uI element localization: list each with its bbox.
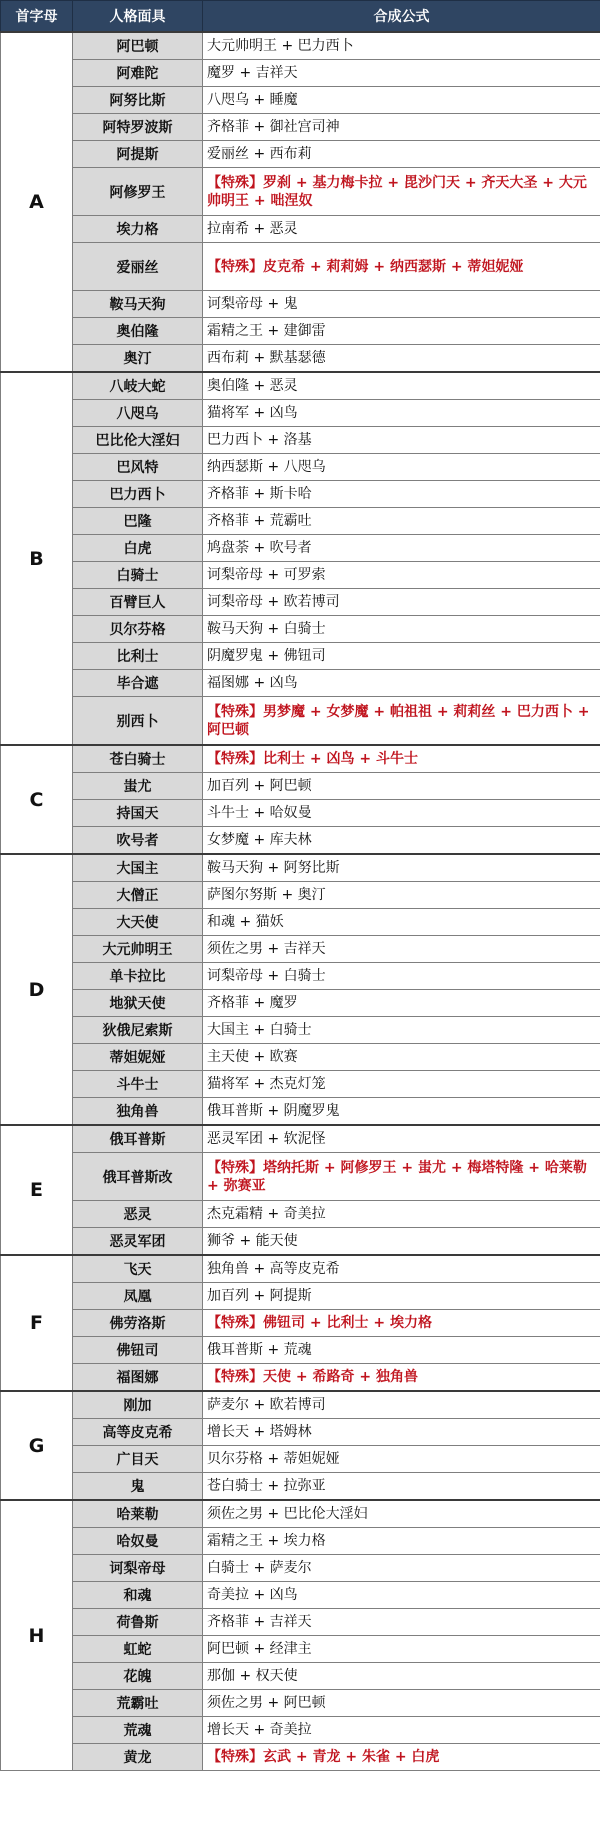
- persona-name-cell: 飞天: [73, 1255, 203, 1283]
- table-row: [1, 670, 600, 697]
- persona-name-cell: 巴比伦大淫妇: [73, 427, 203, 454]
- table-row: [1, 216, 600, 243]
- formula-cell: 诃梨帝母 + 可罗索: [203, 562, 600, 589]
- table-row: [1, 1017, 600, 1044]
- persona-name-cell: 鞍马天狗: [73, 291, 203, 318]
- persona-name-cell: 巴隆: [73, 508, 203, 535]
- letter-group: [1, 32, 600, 372]
- table-row: [1, 372, 600, 400]
- persona-name-cell: 广目天: [73, 1446, 203, 1473]
- persona-name-cell: 恶灵: [73, 1201, 203, 1228]
- formula-cell: 增长天 + 塔姆林: [203, 1419, 600, 1446]
- formula-cell: 阿巴顿 + 经津主: [203, 1636, 600, 1663]
- persona-name-cell: 阿难陀: [73, 60, 203, 87]
- special-formula-cell: 【特殊】玄武 + 青龙 + 朱雀 + 白虎: [203, 1744, 600, 1771]
- table-row: [1, 32, 600, 60]
- persona-name-cell: 大元帅明王: [73, 936, 203, 963]
- formula-cell: 加百列 + 阿巴顿: [203, 773, 600, 800]
- table-row: [1, 909, 600, 936]
- formula-cell: 恶灵军团 + 软泥怪: [203, 1125, 600, 1153]
- formula-cell: 俄耳普斯 + 阴魔罗鬼: [203, 1098, 600, 1126]
- special-formula-cell: 【特殊】罗刹 + 基力梅卡拉 + 毘沙门天 + 齐天大圣 + 大元帅明王 + 咄涅奴: [203, 168, 600, 216]
- letter-group: [1, 1500, 600, 1771]
- table-row: [1, 1310, 600, 1337]
- formula-cell: 独角兽 + 高等皮克希: [203, 1255, 600, 1283]
- table-row: [1, 1609, 600, 1636]
- special-formula-cell: 【特殊】天使 + 希路奇 + 独角兽: [203, 1364, 600, 1392]
- table-row: [1, 697, 600, 746]
- persona-name-cell: 俄耳普斯: [73, 1125, 203, 1153]
- formula-cell: 和魂 + 猫妖: [203, 909, 600, 936]
- formula-cell: 魔罗 + 吉祥天: [203, 60, 600, 87]
- table-row: [1, 168, 600, 216]
- formula-cell: 诃梨帝母 + 白骑士: [203, 963, 600, 990]
- table-row: [1, 1098, 600, 1126]
- table-row: [1, 616, 600, 643]
- persona-name-cell: 大天使: [73, 909, 203, 936]
- formula-cell: 巴力西卜 + 洛基: [203, 427, 600, 454]
- table-row: [1, 1419, 600, 1446]
- formula-cell: 霜精之王 + 建御雷: [203, 318, 600, 345]
- formula-cell: 福图娜 + 凶鸟: [203, 670, 600, 697]
- table-row: [1, 1663, 600, 1690]
- table-row: [1, 454, 600, 481]
- table-row: [1, 963, 600, 990]
- formula-cell: 杰克霜精 + 奇美拉: [203, 1201, 600, 1228]
- formula-cell: 齐格菲 + 斯卡哈: [203, 481, 600, 508]
- table-row: [1, 745, 600, 773]
- persona-name-cell: 荒霸吐: [73, 1690, 203, 1717]
- persona-name-cell: 荷鲁斯: [73, 1609, 203, 1636]
- persona-name-cell: 黄龙: [73, 1744, 203, 1771]
- initial-letter-cell: E: [1, 1125, 73, 1255]
- table-row: [1, 854, 600, 882]
- persona-name-cell: 阿提斯: [73, 141, 203, 168]
- table-row: [1, 1283, 600, 1310]
- formula-cell: 大元帅明王 + 巴力西卜: [203, 32, 600, 60]
- persona-name-cell: 大国主: [73, 854, 203, 882]
- initial-letter-cell: D: [1, 854, 73, 1125]
- formula-cell: 霜精之王 + 埃力格: [203, 1528, 600, 1555]
- table-row: [1, 400, 600, 427]
- persona-name-cell: 毕合遮: [73, 670, 203, 697]
- formula-cell: 纳西瑟斯 + 八咫乌: [203, 454, 600, 481]
- formula-cell: 增长天 + 奇美拉: [203, 1717, 600, 1744]
- letter-group: [1, 854, 600, 1125]
- table-row: [1, 562, 600, 589]
- persona-name-cell: 阿巴顿: [73, 32, 203, 60]
- persona-name-cell: 恶灵军团: [73, 1228, 203, 1256]
- persona-name-cell: 别西卜: [73, 697, 203, 746]
- persona-name-cell: 哈奴曼: [73, 1528, 203, 1555]
- formula-cell: 须佐之男 + 巴比伦大淫妇: [203, 1500, 600, 1528]
- formula-cell: 贝尔芬格 + 蒂妲妮娅: [203, 1446, 600, 1473]
- special-formula-cell: 【特殊】比利士 + 凶鸟 + 斗牛士: [203, 745, 600, 773]
- formula-cell: 诃梨帝母 + 欧若博司: [203, 589, 600, 616]
- persona-name-cell: 和魂: [73, 1582, 203, 1609]
- formula-cell: 齐格菲 + 魔罗: [203, 990, 600, 1017]
- table-row: [1, 882, 600, 909]
- initial-letter-cell: G: [1, 1391, 73, 1500]
- persona-name-cell: 哈莱勒: [73, 1500, 203, 1528]
- table-row: [1, 1125, 600, 1153]
- letter-group: [1, 1255, 600, 1391]
- special-formula-cell: 【特殊】皮克希 + 莉莉姆 + 纳西瑟斯 + 蒂妲妮娅: [203, 243, 600, 291]
- persona-name-cell: 蚩尤: [73, 773, 203, 800]
- formula-cell: 俄耳普斯 + 荒魂: [203, 1337, 600, 1364]
- formula-cell: 白骑士 + 萨麦尔: [203, 1555, 600, 1582]
- persona-name-cell: 阿努比斯: [73, 87, 203, 114]
- table-row: [1, 1690, 600, 1717]
- formula-cell: 奥伯隆 + 恶灵: [203, 372, 600, 400]
- persona-name-cell: 单卡拉比: [73, 963, 203, 990]
- table-row: [1, 1500, 600, 1528]
- persona-name-cell: 白骑士: [73, 562, 203, 589]
- initial-letter-cell: H: [1, 1500, 73, 1771]
- header-initial-letter: 首字母: [1, 1, 73, 33]
- table-row: [1, 990, 600, 1017]
- letter-group: [1, 745, 600, 854]
- header-fusion-formula: 合成公式: [203, 1, 600, 33]
- persona-name-cell: 俄耳普斯改: [73, 1153, 203, 1201]
- formula-cell: 苍白骑士 + 拉弥亚: [203, 1473, 600, 1501]
- persona-name-cell: 花魄: [73, 1663, 203, 1690]
- letter-group: [1, 372, 600, 745]
- table-row: [1, 508, 600, 535]
- letter-group: [1, 1125, 600, 1255]
- special-formula-cell: 【特殊】佛钮司 + 比利士 + 埃力格: [203, 1310, 600, 1337]
- table-row: [1, 1555, 600, 1582]
- table-row: [1, 1364, 600, 1392]
- formula-cell: 爱丽丝 + 西布莉: [203, 141, 600, 168]
- persona-name-cell: 狄俄尼索斯: [73, 1017, 203, 1044]
- persona-name-cell: 佛钮司: [73, 1337, 203, 1364]
- table-row: [1, 141, 600, 168]
- formula-cell: 须佐之男 + 吉祥天: [203, 936, 600, 963]
- formula-cell: 猫将军 + 杰克灯笼: [203, 1071, 600, 1098]
- letter-group: [1, 1391, 600, 1500]
- table-row: [1, 1391, 600, 1419]
- formula-cell: 加百列 + 阿提斯: [203, 1283, 600, 1310]
- persona-name-cell: 荒魂: [73, 1717, 203, 1744]
- table-row: [1, 535, 600, 562]
- table-row: [1, 1255, 600, 1283]
- table-row: [1, 291, 600, 318]
- formula-cell: 齐格菲 + 吉祥天: [203, 1609, 600, 1636]
- formula-cell: 猫将军 + 凶鸟: [203, 400, 600, 427]
- persona-name-cell: 比利士: [73, 643, 203, 670]
- persona-name-cell: 诃梨帝母: [73, 1555, 203, 1582]
- table-row: [1, 1528, 600, 1555]
- formula-cell: 女梦魔 + 库夫林: [203, 827, 600, 855]
- table-row: [1, 481, 600, 508]
- table-row: [1, 1744, 600, 1771]
- persona-name-cell: 苍白骑士: [73, 745, 203, 773]
- persona-name-cell: 爱丽丝: [73, 243, 203, 291]
- formula-cell: 鞍马天狗 + 阿努比斯: [203, 854, 600, 882]
- table-row: [1, 827, 600, 855]
- persona-name-cell: 八咫乌: [73, 400, 203, 427]
- persona-name-cell: 佛劳洛斯: [73, 1310, 203, 1337]
- table-row: [1, 936, 600, 963]
- persona-name-cell: 地狱天使: [73, 990, 203, 1017]
- initial-letter-cell: B: [1, 372, 73, 745]
- table-row: [1, 243, 600, 291]
- formula-cell: 奇美拉 + 凶鸟: [203, 1582, 600, 1609]
- table-row: [1, 1582, 600, 1609]
- formula-cell: 主天使 + 欧赛: [203, 1044, 600, 1071]
- persona-name-cell: 阿特罗波斯: [73, 114, 203, 141]
- formula-cell: 斗牛士 + 哈奴曼: [203, 800, 600, 827]
- formula-cell: 齐格菲 + 御社宫司神: [203, 114, 600, 141]
- table-row: [1, 1636, 600, 1663]
- persona-name-cell: 刚加: [73, 1391, 203, 1419]
- persona-name-cell: 高等皮克希: [73, 1419, 203, 1446]
- formula-cell: 大国主 + 白骑士: [203, 1017, 600, 1044]
- formula-cell: 狮爷 + 能天使: [203, 1228, 600, 1256]
- table-row: [1, 1044, 600, 1071]
- persona-name-cell: 斗牛士: [73, 1071, 203, 1098]
- table-row: [1, 773, 600, 800]
- initial-letter-cell: A: [1, 32, 73, 372]
- table-row: [1, 345, 600, 373]
- table-header-row: [1, 1, 600, 33]
- persona-name-cell: 持国天: [73, 800, 203, 827]
- formula-cell: 须佐之男 + 阿巴顿: [203, 1690, 600, 1717]
- table-row: [1, 1337, 600, 1364]
- formula-cell: 萨图尔努斯 + 奥汀: [203, 882, 600, 909]
- formula-cell: 诃梨帝母 + 鬼: [203, 291, 600, 318]
- persona-name-cell: 奥汀: [73, 345, 203, 373]
- initial-letter-cell: F: [1, 1255, 73, 1391]
- persona-name-cell: 吹号者: [73, 827, 203, 855]
- formula-cell: 拉南希 + 恶灵: [203, 216, 600, 243]
- table-row: [1, 800, 600, 827]
- table-row: [1, 318, 600, 345]
- persona-name-cell: 福图娜: [73, 1364, 203, 1392]
- persona-name-cell: 奥伯隆: [73, 318, 203, 345]
- persona-name-cell: 独角兽: [73, 1098, 203, 1126]
- table-row: [1, 1717, 600, 1744]
- table-row: [1, 1071, 600, 1098]
- table-row: [1, 1201, 600, 1228]
- special-formula-cell: 【特殊】塔纳托斯 + 阿修罗王 + 蚩尤 + 梅塔特隆 + 哈莱勒 + 弥赛亚: [203, 1153, 600, 1201]
- persona-name-cell: 八岐大蛇: [73, 372, 203, 400]
- persona-name-cell: 埃力格: [73, 216, 203, 243]
- table-row: [1, 1228, 600, 1256]
- persona-name-cell: 百臂巨人: [73, 589, 203, 616]
- formula-cell: 西布莉 + 默基瑟德: [203, 345, 600, 373]
- formula-cell: 齐格菲 + 荒霸吐: [203, 508, 600, 535]
- table-row: [1, 1446, 600, 1473]
- table-row: [1, 1473, 600, 1501]
- persona-name-cell: 凤凰: [73, 1283, 203, 1310]
- persona-name-cell: 巴风特: [73, 454, 203, 481]
- table-row: [1, 589, 600, 616]
- formula-cell: 鸠盘荼 + 吹号者: [203, 535, 600, 562]
- formula-cell: 八咫乌 + 睡魔: [203, 87, 600, 114]
- persona-name-cell: 阿修罗王: [73, 168, 203, 216]
- persona-name-cell: 贝尔芬格: [73, 616, 203, 643]
- table-row: [1, 87, 600, 114]
- table-row: [1, 114, 600, 141]
- special-formula-cell: 【特殊】男梦魔 + 女梦魔 + 帕祖祖 + 莉莉丝 + 巴力西卜 + 阿巴顿: [203, 697, 600, 746]
- table-row: [1, 1153, 600, 1201]
- table-row: [1, 643, 600, 670]
- persona-name-cell: 鬼: [73, 1473, 203, 1501]
- initial-letter-cell: C: [1, 745, 73, 854]
- header-persona: 人格面具: [73, 1, 203, 33]
- persona-name-cell: 白虎: [73, 535, 203, 562]
- formula-cell: 阴魔罗鬼 + 佛钮司: [203, 643, 600, 670]
- formula-cell: 鞍马天狗 + 白骑士: [203, 616, 600, 643]
- formula-cell: 那伽 + 权天使: [203, 1663, 600, 1690]
- table-row: [1, 427, 600, 454]
- persona-name-cell: 蒂妲妮娅: [73, 1044, 203, 1071]
- persona-name-cell: 巴力西卜: [73, 481, 203, 508]
- formula-cell: 萨麦尔 + 欧若博司: [203, 1391, 600, 1419]
- persona-name-cell: 虹蛇: [73, 1636, 203, 1663]
- persona-name-cell: 大僧正: [73, 882, 203, 909]
- table-row: [1, 60, 600, 87]
